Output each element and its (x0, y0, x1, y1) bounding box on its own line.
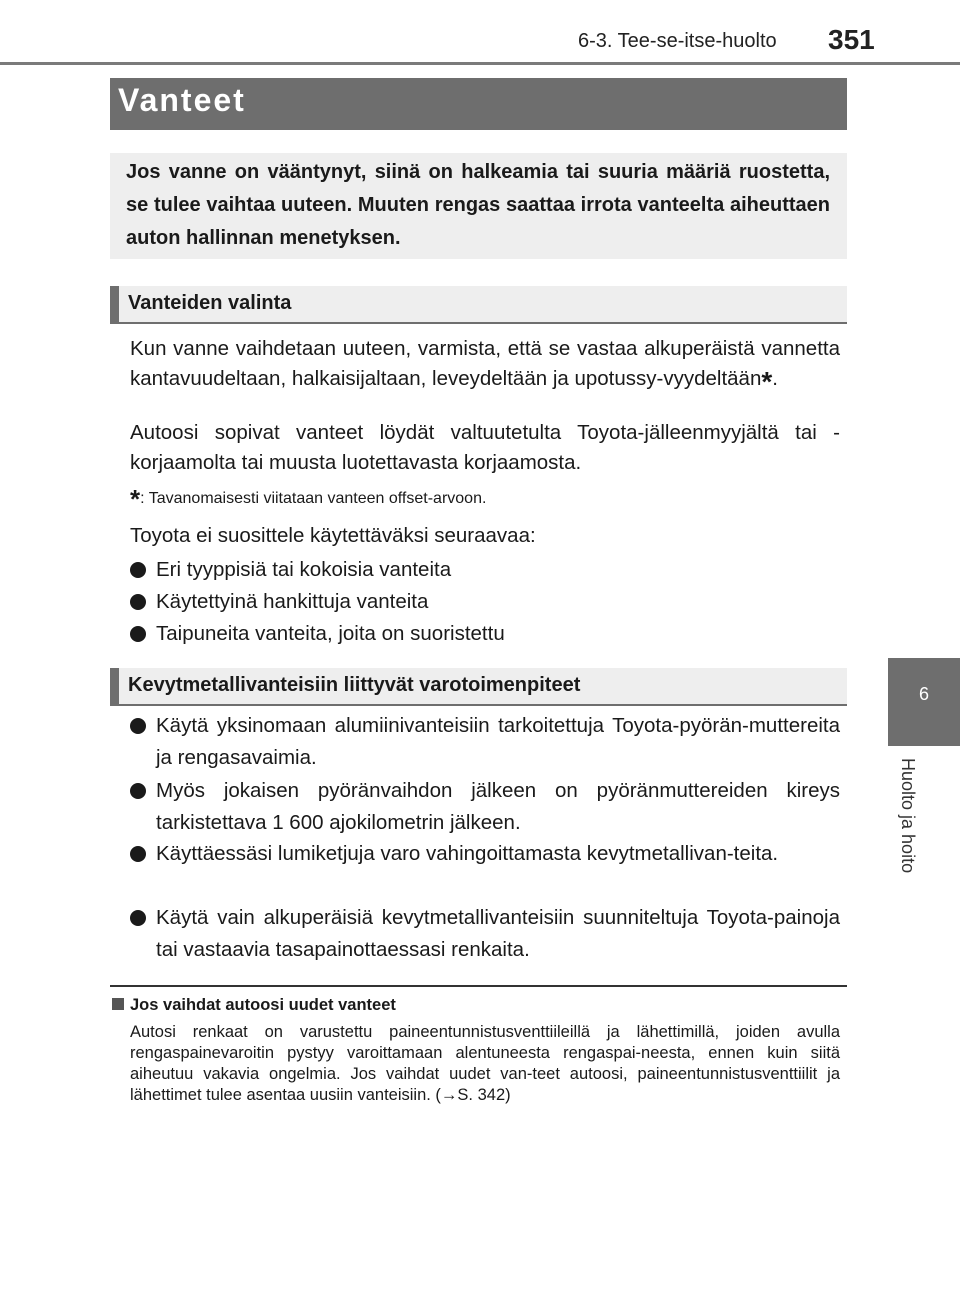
bullet-icon (130, 783, 146, 799)
heading-bar (110, 286, 119, 322)
heading-text: Vanteiden valinta (128, 292, 292, 314)
page-number: 351 (828, 24, 875, 55)
bullet-icon (130, 594, 146, 610)
divider (110, 985, 847, 987)
bullet-icon (130, 846, 146, 862)
list-item: Käytettyinä hankittuja vanteita (130, 586, 840, 618)
selection-text-end: . (772, 367, 778, 390)
list-item: Käytä yksinomaan alumiinivanteisiin tarkoitettuja Toyota-pyörän-muttereita ja rengasavaimia. (130, 710, 840, 774)
list-item: Eri tyyppisiä tai kokoisia vanteita (130, 554, 840, 586)
bullet-icon (130, 562, 146, 578)
section-heading-wheel-selection (110, 286, 847, 324)
heading-bar (110, 668, 119, 704)
header-rule (0, 62, 960, 65)
dealer-paragraph: Autoosi sopivat vanteet löydät valtuutetulta Toyota-jälleenmyyjältä tai -korjaamolta tai muusta luotettavasta korjaamosta. (130, 421, 840, 474)
chapter-number: 6 (918, 684, 929, 704)
footnote-star: * (130, 484, 141, 514)
footnote-text: : Tavanomaisesti viitataan vanteen offset-arvoon. (140, 490, 487, 507)
info-heading: Jos vaihdat autoosi uudet vanteet (112, 996, 396, 1015)
bullet-icon (130, 718, 146, 734)
square-bullet-icon (112, 998, 124, 1010)
list-item: Käyttäessäsi lumiketjuja varo vahingoittamasta kevytmetallivan-teita. (130, 838, 840, 870)
selection-paragraph (130, 334, 840, 397)
section-heading-alloy-precautions (110, 668, 847, 706)
chapter-label-text: Huolto ja hoito (898, 758, 918, 874)
bullet-icon (130, 910, 146, 926)
list-item: Käytä vain alkuperäisiä kevytmetallivanteisiin suunniteltuja Toyota-painoja tai vastaavia tasapainottaessasi renkaita. (130, 902, 840, 966)
bullet-icon (130, 626, 146, 642)
page-title: Vanteet (118, 82, 246, 118)
header-section-title: 6-3. Tee-se-itse-huolto (578, 30, 777, 52)
selection-text: Kun vanne vaihdetaan uuteen, varmista, että se vastaa alkuperäistä vannetta kantavuudeltaan, halkaisijaltaan, leveydeltään ja upotussy-vyydeltään (130, 337, 840, 390)
recommendation-lead: Toyota ei suosittele käytettäväksi seuraavaa: (130, 524, 536, 547)
footnote-marker: * (761, 366, 773, 397)
list-item: Taipuneita vanteita, joita on suoristettu (130, 618, 840, 650)
footnote (130, 484, 840, 515)
chapter-label (896, 758, 920, 958)
intro-text: Jos vanne on vääntynyt, siinä on halkeamia tai suuria määriä ruostetta, se tulee vaihtaa uuteen. Muuten rengas saattaa irrota vanteelta aiheuttaen auton hallinnan menetyksen. (126, 161, 830, 249)
heading-text: Kevytmetallivanteisiin liittyvät varotoimenpiteet (128, 674, 581, 696)
info-text: Autosi renkaat on varustettu paineentunnistusventtiileillä ja lähettimillä, joiden avulla rengaspainevaroitin pystyy varoittamaan alentuneesta rengaspai-neesta, ennen kuin siitä aiheutuu vakavia ongelmia. Jos vaihdat uudet van-teet autoosi, paineentunnistusventtiilit ja lähettimet tulee asentaa uusiin vanteisiin. (→S. 342) (130, 1023, 840, 1104)
list-item: Myös jokaisen pyöränvaihdon jälkeen on pyöränmuttereiden kireys tarkistettava 1 600 ajokilometrin jälkeen. (130, 775, 840, 839)
